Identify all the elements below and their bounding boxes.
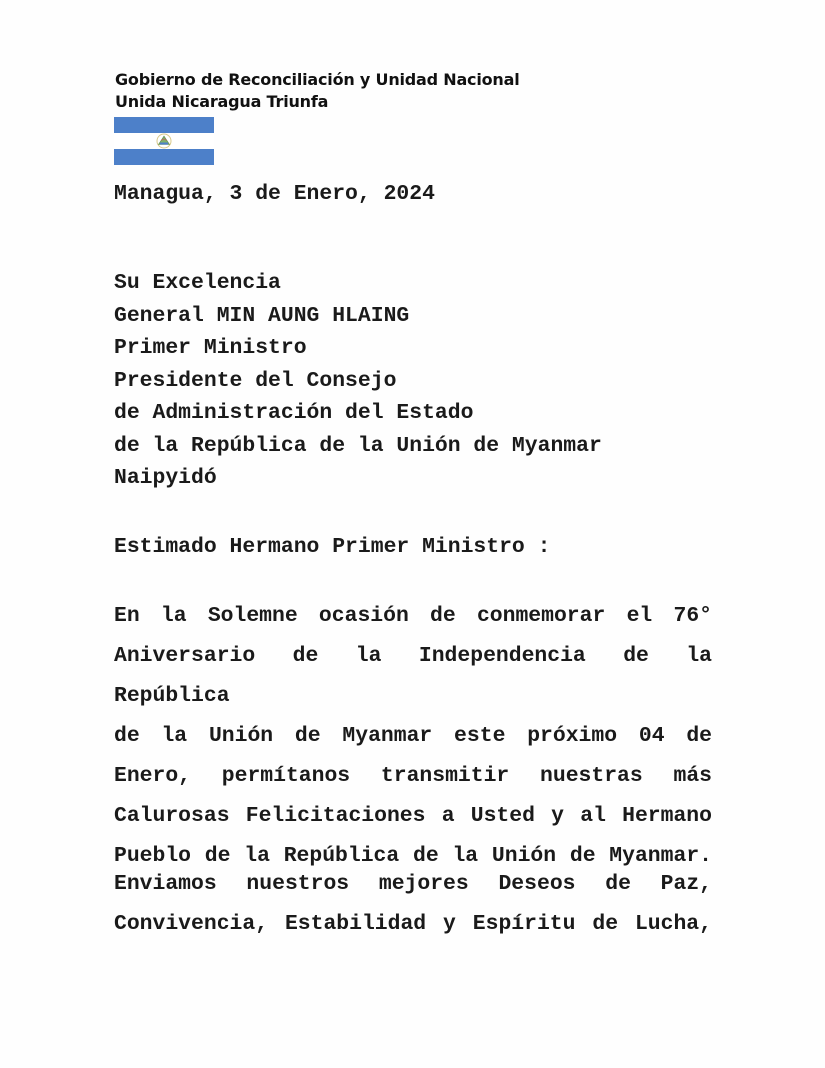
paragraph-line: Convivencia, Estabilidad y Espíritu de Lucha, <box>114 912 712 936</box>
recipient-line: Su Excelencia <box>114 271 281 295</box>
nicaragua-flag-icon <box>114 117 214 165</box>
paragraph-line: de la Unión de Myanmar este próximo 04 de <box>114 724 712 748</box>
letterhead-government-name: Gobierno de Reconciliación y Unidad Nacional <box>115 70 520 89</box>
recipient-block <box>114 267 602 495</box>
paragraph-line: En la Solemne ocasión de conmemorar el 76° <box>114 604 712 628</box>
body-paragraph <box>114 864 712 944</box>
letterhead-slogan: Unida Nicaragua Triunfa <box>115 92 329 111</box>
paragraph-line: Pueblo de la República de la Unión de Myanmar. <box>114 844 712 868</box>
recipient-line: Presidente del Consejo <box>114 368 397 393</box>
flag-bottom-band <box>114 149 214 165</box>
salutation: Estimado Hermano Primer Ministro : <box>114 535 551 559</box>
recipient-line: de la República de la Unión de Myanmar <box>114 433 602 458</box>
recipient-line: de Administración del Estado <box>114 401 474 425</box>
letterhead <box>115 69 520 113</box>
paragraph-line: Enero, permítanos transmitir nuestras más <box>114 764 712 788</box>
coat-of-arms-icon <box>155 133 173 149</box>
paragraph-line: Aniversario de la Independencia de la República <box>114 644 712 708</box>
recipient-line: General MIN AUNG HLAING <box>114 303 410 328</box>
flag-top-band <box>114 117 214 133</box>
paragraph-line: Calurosas Felicitaciones a Usted y al Hermano <box>114 804 712 828</box>
letter-date: Managua, 3 de Enero, 2024 <box>114 182 435 206</box>
recipient-line: Primer Ministro <box>114 336 307 360</box>
body-paragraph <box>114 596 712 876</box>
paragraph-line: Enviamos nuestros mejores Deseos de Paz, <box>114 872 712 896</box>
recipient-line: Naipyidó <box>114 466 217 490</box>
